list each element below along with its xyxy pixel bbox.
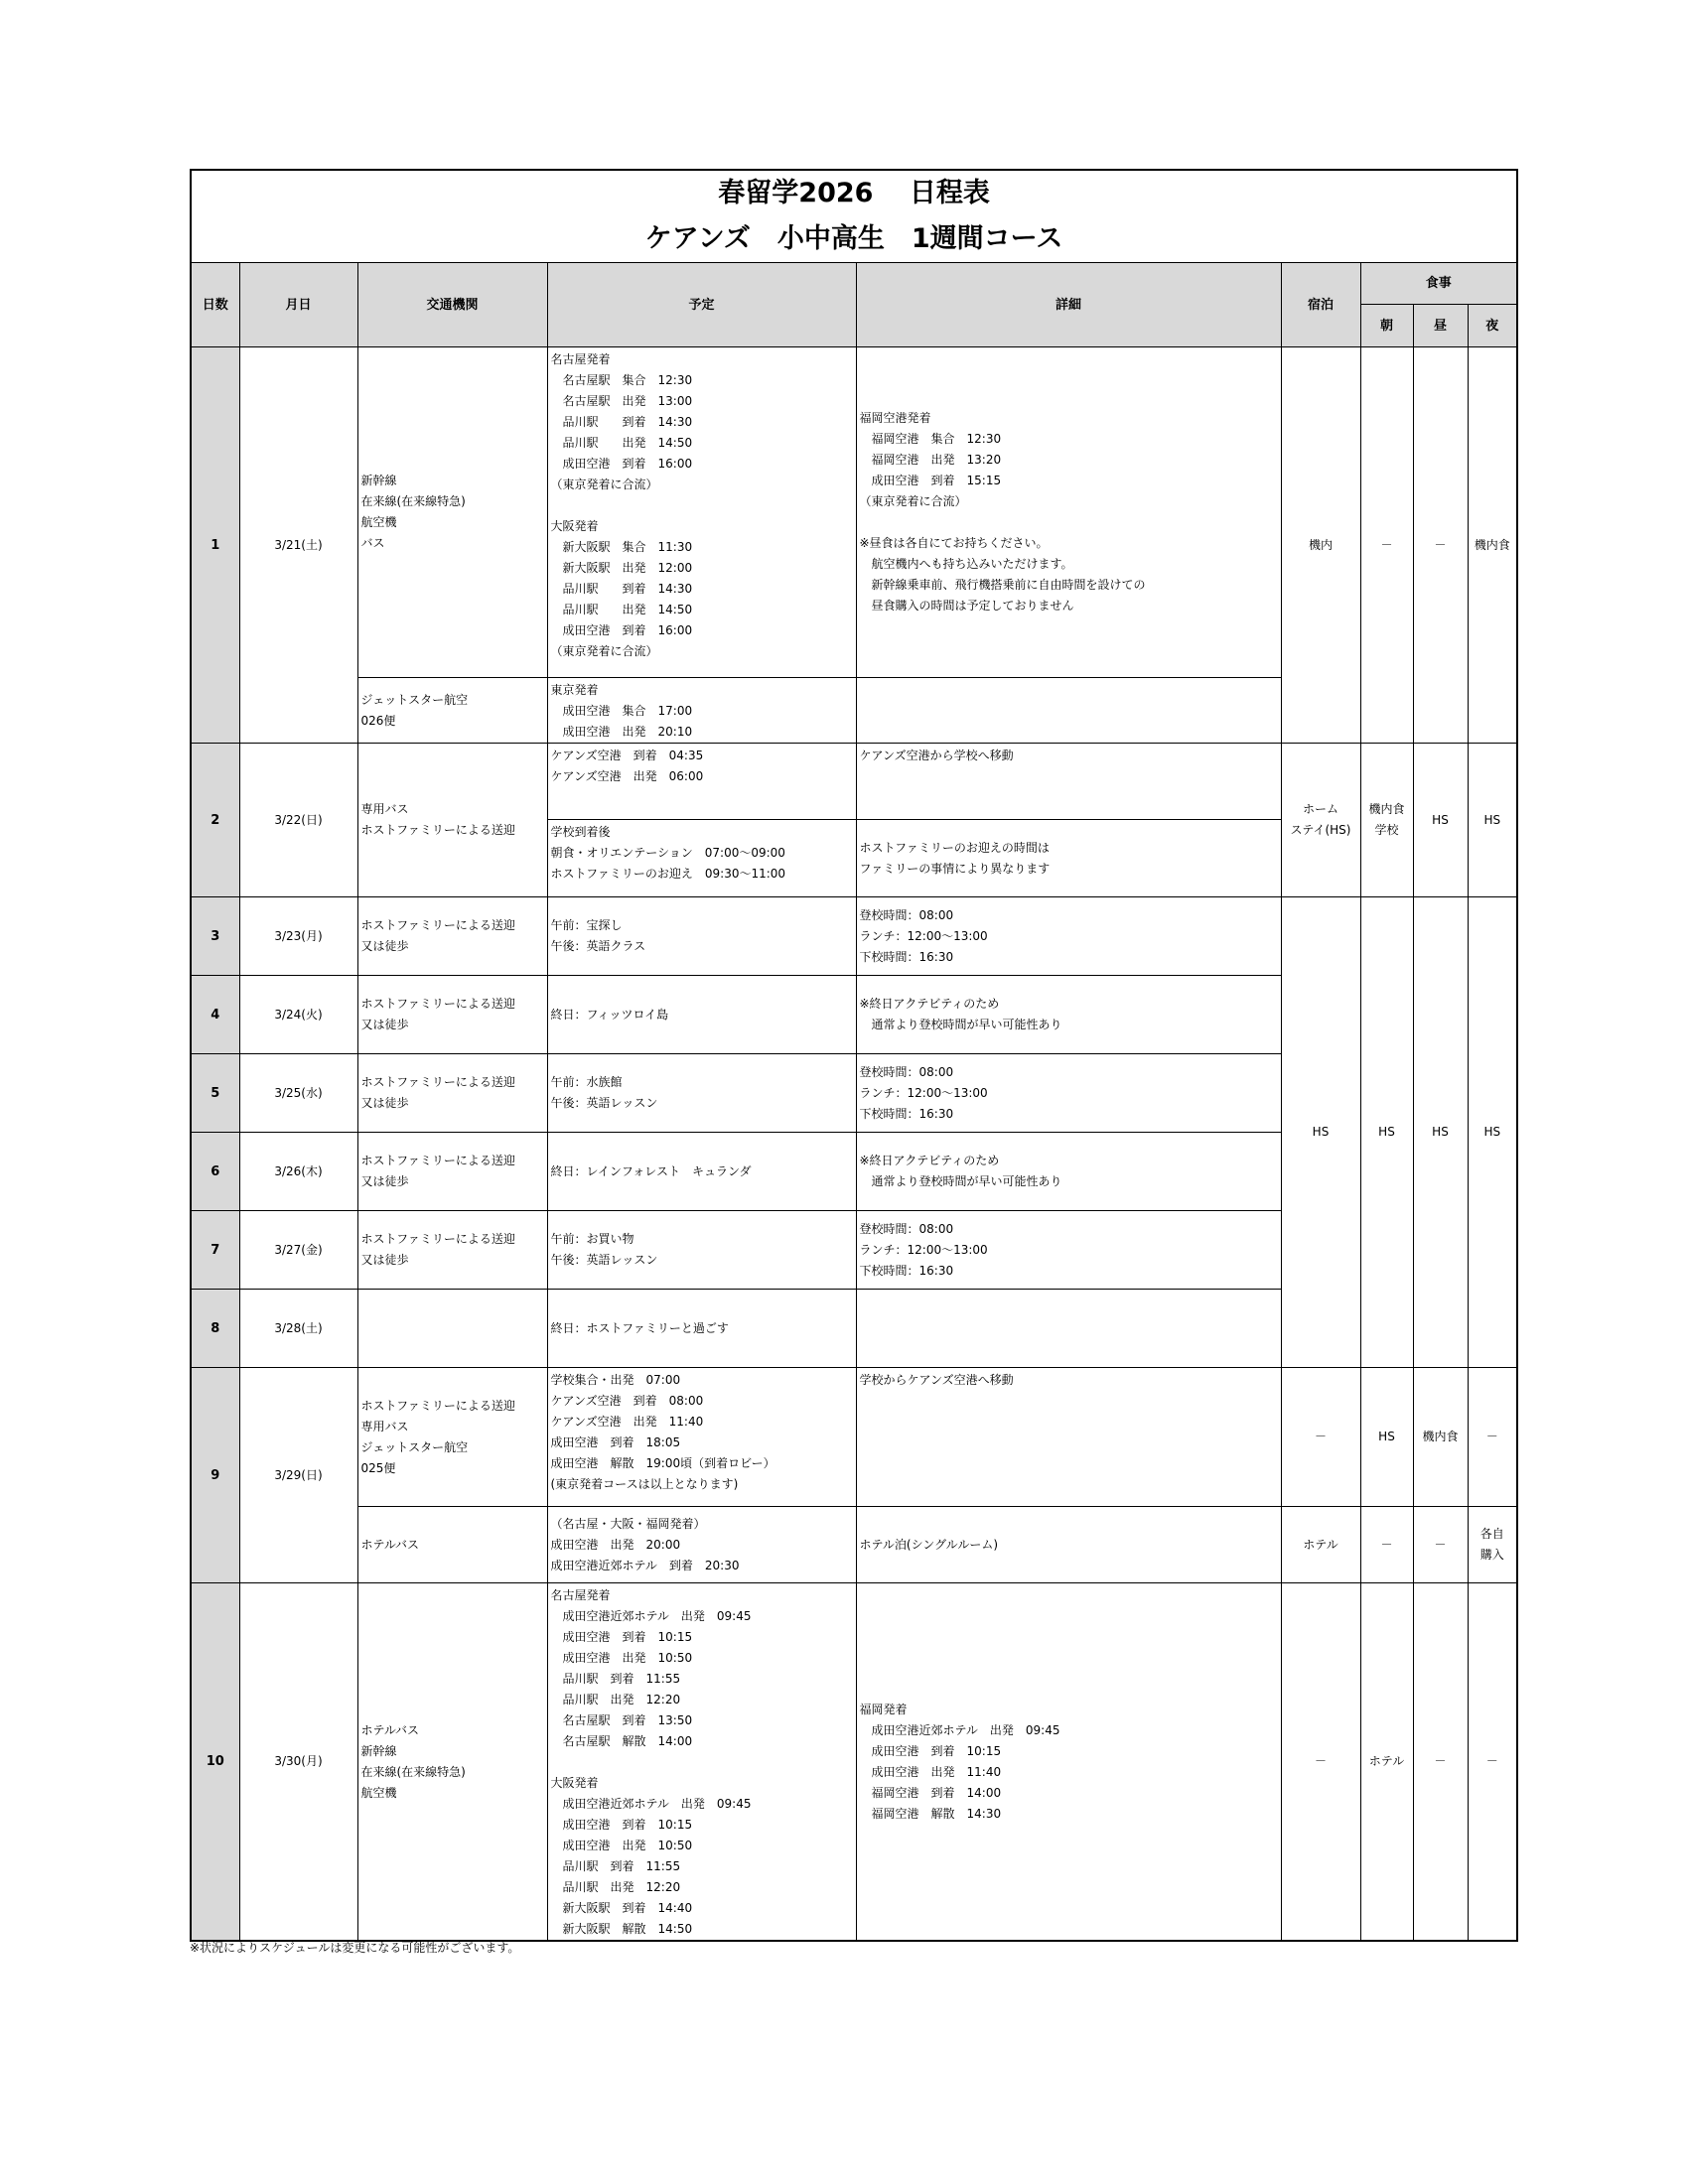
plan-cell: （名古屋・大阪・福岡発着） 成田空港 出発 20:00 成田空港近郊ホテル 到着 20:30 <box>547 1507 856 1583</box>
detail-cell: 登校時間：08:00 ランチ：12:00～13:00 下校時間：16:30 <box>856 1211 1281 1290</box>
dinner-cell: － <box>1468 1583 1517 1942</box>
stay-cell: ホーム ステイ(HS) <box>1281 744 1360 897</box>
day-number: 1 <box>191 347 239 744</box>
plan-cell: ケアンズ空港 到着 04:35 ケアンズ空港 出発 06:00 <box>547 744 856 820</box>
transport-cell: 新幹線 在来線(在来線特急) 航空機 バス <box>357 347 547 678</box>
breakfast-cell: － <box>1360 1507 1413 1583</box>
stay-cell: HS <box>1281 897 1360 1368</box>
day-number: 10 <box>191 1583 239 1942</box>
title-line-2: ケアンズ 小中高生 1週間コース <box>644 223 1063 254</box>
detail-cell: 登校時間：08:00 ランチ：12:00～13:00 下校時間：16:30 <box>856 1054 1281 1133</box>
date-cell: 3/30(月) <box>239 1583 357 1942</box>
detail-cell: ケアンズ空港から学校へ移動 <box>856 744 1281 820</box>
plan-cell: 終日：フィッツロイ島 <box>547 976 856 1054</box>
transport-cell: ホストファミリーによる送迎 又は徒歩 <box>357 1054 547 1133</box>
detail-cell: ホストファミリーのお迎えの時間は ファミリーの事情により異なります <box>856 820 1281 897</box>
plan-cell: 終日：ホストファミリーと過ごす <box>547 1290 856 1368</box>
title-line-1: 春留学2026 日程表 <box>718 178 990 208</box>
plan-cell: 学校集合・出発 07:00 ケアンズ空港 到着 08:00 ケアンズ空港 出発 11:40 成田空港 到着 18:05 成田空港 解散 19:00頃（到着ロビー） (東京発着コースは以上となります) <box>547 1368 856 1507</box>
date-cell: 3/27(金) <box>239 1211 357 1290</box>
lunch-cell: － <box>1413 1507 1468 1583</box>
lunch-cell: － <box>1413 347 1468 744</box>
transport-cell: ホストファミリーによる送迎 又は徒歩 <box>357 1133 547 1211</box>
transport-cell: 専用バス ホストファミリーによる送迎 <box>357 744 547 897</box>
stay-cell: － <box>1281 1368 1360 1507</box>
plan-cell: 午前：水族館 午後：英語レッスン <box>547 1054 856 1133</box>
day-number: 4 <box>191 976 239 1054</box>
detail-cell: 学校からケアンズ空港へ移動 <box>856 1368 1281 1507</box>
date-cell: 3/23(月) <box>239 897 357 976</box>
header-transport: 交通機関 <box>357 263 547 347</box>
day-number: 2 <box>191 744 239 897</box>
plan-cell: 東京発着 成田空港 集合 17:00 成田空港 出発 20:10 <box>547 678 856 744</box>
detail-cell: ※終日アクテビティのため 通常より登校時間が早い可能性あり <box>856 1133 1281 1211</box>
stay-cell: － <box>1281 1583 1360 1942</box>
header-plan: 予定 <box>547 263 856 347</box>
header-meals: 食事 <box>1360 263 1517 305</box>
transport-cell: ジェットスター航空 026便 <box>357 678 547 744</box>
lunch-cell: HS <box>1413 897 1468 1368</box>
detail-cell <box>856 678 1281 744</box>
day-number: 6 <box>191 1133 239 1211</box>
stay-cell: ホテル <box>1281 1507 1360 1583</box>
date-cell: 3/26(木) <box>239 1133 357 1211</box>
detail-cell: ホテル泊(シングルルーム) <box>856 1507 1281 1583</box>
breakfast-cell: ホテル <box>1360 1583 1413 1942</box>
detail-cell: 福岡発着 成田空港近郊ホテル 出発 09:45 成田空港 到着 10:15 成田空港 出発 11:40 福岡空港 到着 14:00 福岡空港 解散 14:30 <box>856 1583 1281 1942</box>
header-date: 月日 <box>239 263 357 347</box>
plan-cell: 午前：お買い物 午後：英語レッスン <box>547 1211 856 1290</box>
header-stay: 宿泊 <box>1281 263 1360 347</box>
dinner-cell: － <box>1468 1368 1517 1507</box>
header-detail: 詳細 <box>856 263 1281 347</box>
lunch-cell: HS <box>1413 744 1468 897</box>
date-cell: 3/28(土) <box>239 1290 357 1368</box>
schedule-table <box>190 169 1518 1942</box>
dinner-cell: 各自 購入 <box>1468 1507 1517 1583</box>
dinner-cell: HS <box>1468 897 1517 1368</box>
transport-cell: ホストファミリーによる送迎 又は徒歩 <box>357 1211 547 1290</box>
detail-cell: 登校時間：08:00 ランチ：12:00～13:00 下校時間：16:30 <box>856 897 1281 976</box>
dinner-cell: 機内食 <box>1468 347 1517 744</box>
breakfast-cell: － <box>1360 347 1413 744</box>
date-cell: 3/22(日) <box>239 744 357 897</box>
transport-cell: ホストファミリーによる送迎 専用バス ジェットスター航空 025便 <box>357 1368 547 1507</box>
day-number: 3 <box>191 897 239 976</box>
detail-cell: 福岡空港発着 福岡空港 集合 12:30 福岡空港 出発 13:20 成田空港 到着 15:15 （東京発着に合流） ※昼食は各自にてお持ちください。 航空機内へも持ち込みいただけます。 新幹線乗車前、飛行機搭乗前に自由時間を設けての 昼食購入の時間は予定しておりません <box>856 347 1281 678</box>
header-lunch: 昼 <box>1413 305 1468 347</box>
header-day: 日数 <box>191 263 239 347</box>
transport-cell: ホストファミリーによる送迎 又は徒歩 <box>357 897 547 976</box>
plan-cell: 午前：宝探し 午後：英語クラス <box>547 897 856 976</box>
date-cell: 3/24(火) <box>239 976 357 1054</box>
plan-cell: 終日：レインフォレスト キュランダ <box>547 1133 856 1211</box>
header-breakfast: 朝 <box>1360 305 1413 347</box>
dinner-cell: HS <box>1468 744 1517 897</box>
schedule-sheet <box>190 169 1516 1942</box>
day-number: 9 <box>191 1368 239 1583</box>
header-dinner: 夜 <box>1468 305 1517 347</box>
breakfast-cell: HS <box>1360 1368 1413 1507</box>
lunch-cell: 機内食 <box>1413 1368 1468 1507</box>
day-number: 5 <box>191 1054 239 1133</box>
day-number: 7 <box>191 1211 239 1290</box>
transport-cell <box>357 1290 547 1368</box>
plan-cell: 名古屋発着 成田空港近郊ホテル 出発 09:45 成田空港 到着 10:15 成田空港 出発 10:50 品川駅 到着 11:55 品川駅 出発 12:20 名古屋駅 到着 13:50 名古屋駅 解散 14:00 大阪発着 成田空港近郊ホテル 出発 09:45 成田空港 到着 10:15 成田空港 出発 10:50 品川駅 到着 11:55 品川駅 出発 12:20 新大阪駅 到着 14:40 新大阪駅 解散 14:50 <box>547 1583 856 1942</box>
breakfast-cell: HS <box>1360 897 1413 1368</box>
document-title <box>191 170 1517 263</box>
date-cell: 3/29(日) <box>239 1368 357 1583</box>
plan-cell: 名古屋発着 名古屋駅 集合 12:30 名古屋駅 出発 13:00 品川駅 到着 14:30 品川駅 出発 14:50 成田空港 到着 16:00 （東京発着に合流） 大阪発着 新大阪駅 集合 11:30 新大阪駅 出発 12:00 品川駅 到着 14:30 品川駅 出発 14:50 成田空港 到着 16:00 （東京発着に合流） <box>547 347 856 678</box>
transport-cell: ホテルバス <box>357 1507 547 1583</box>
footnote: ※状況によりスケジュールは変更になる可能性がございます。 <box>190 1941 520 1955</box>
stay-cell: 機内 <box>1281 347 1360 744</box>
detail-cell <box>856 1290 1281 1368</box>
transport-cell: ホテルバス 新幹線 在来線(在来線特急) 航空機 <box>357 1583 547 1942</box>
lunch-cell: － <box>1413 1583 1468 1942</box>
date-cell: 3/25(水) <box>239 1054 357 1133</box>
plan-cell: 学校到着後 朝食・オリエンテーション 07:00～09:00 ホストファミリーのお迎え 09:30～11:00 <box>547 820 856 897</box>
day-number: 8 <box>191 1290 239 1368</box>
breakfast-cell: 機内食 学校 <box>1360 744 1413 897</box>
transport-cell: ホストファミリーによる送迎 又は徒歩 <box>357 976 547 1054</box>
detail-cell: ※終日アクテビティのため 通常より登校時間が早い可能性あり <box>856 976 1281 1054</box>
date-cell: 3/21(土) <box>239 347 357 744</box>
